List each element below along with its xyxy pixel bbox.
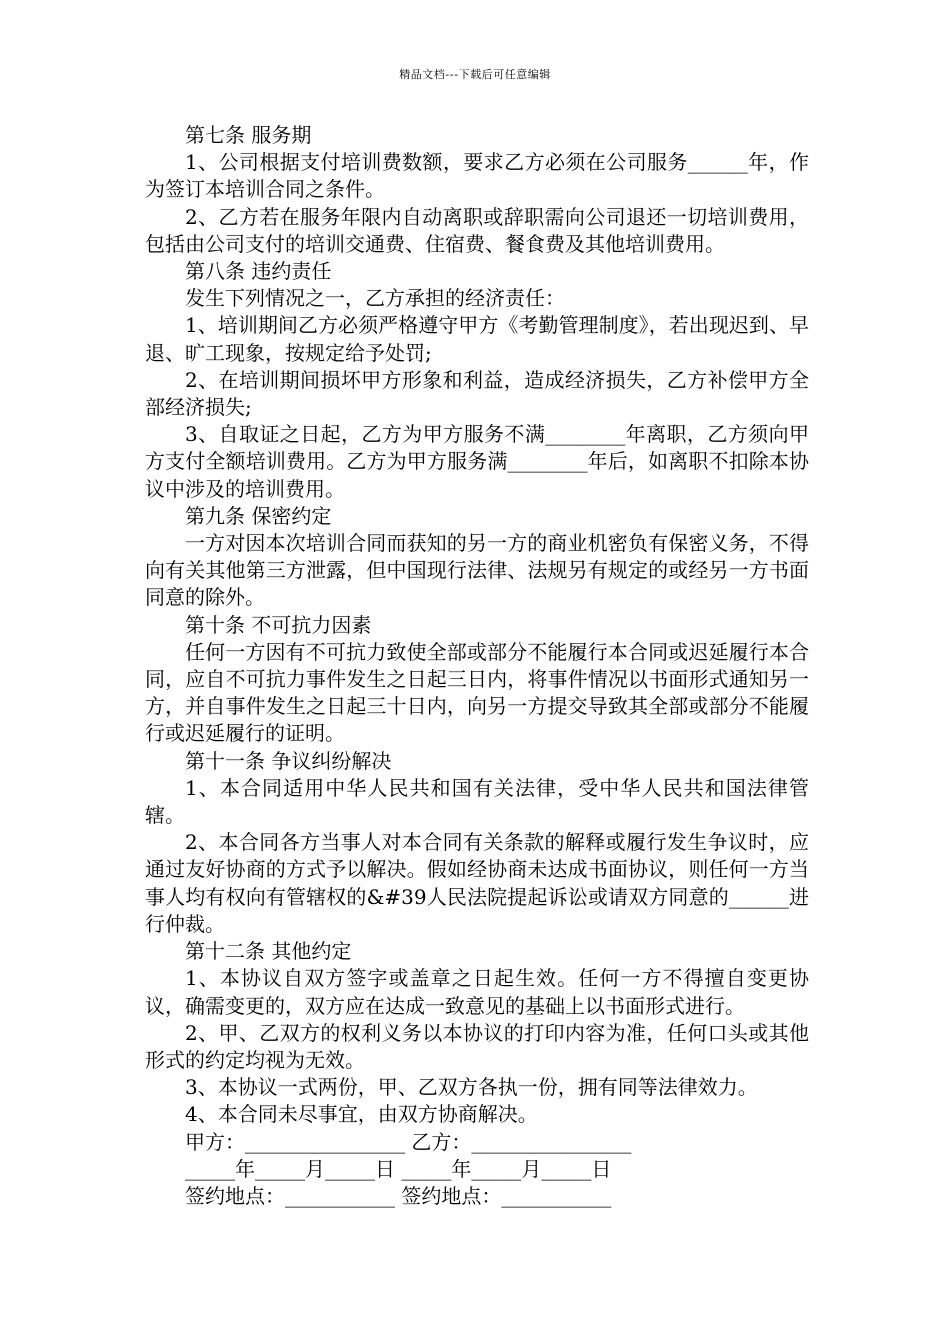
article-8-title: 第八条 违约责任: [185, 259, 332, 284]
article-7-clause-2: 2、乙方若在服务年限内自动离职或辞职需向公司退还一切培训费用，包括由公司支付的培训交通费、住宿费、餐食费及其他培训费用。: [145, 204, 809, 256]
signature-places: 签约地点：___________ 签约地点：___________: [185, 1183, 612, 1208]
article-11-clause-2: 2、本合同各方当事人对本合同有关条款的解释或履行发生争议时，应通过友好协商的方式予以解决。假如经协商未达成书面协议，则任何一方当事人均有权向有管辖权的&#39人民法院提起诉讼或请双方同意的______进行仲裁。: [145, 830, 809, 936]
article-7-title: 第七条 服务期: [185, 123, 312, 147]
article-11-clause-1: 1、本合同适用中华人民共和国有关法律，受中华人民共和国法律管辖。: [145, 775, 809, 828]
article-9-body: 一方对因本次培训合同而获知的另一方的商业机密负有保密义务，不得向有关其他第三方泄露，但中国现行法律、法规另有规定的或经另一方书面同意的除外。: [145, 531, 809, 610]
document-body: [145, 122, 809, 1210]
article-10-body: 任何一方因有不可抗力致使全部或部分不能履行本合同或迟延履行本合同，应自不可抗力事件发生之日起三日内，将事件情况以书面形式通知另一方，并自事件发生之日起三十日内，向另一方提交导致其全部或部分不能履行或迟延履行的证明。: [145, 639, 809, 746]
article-12-title: 第十二条 其他约定: [185, 939, 352, 964]
article-10-title: 第十条 不可抗力因素: [185, 612, 372, 637]
article-8-intro: 发生下列情况之一，乙方承担的经济责任：: [185, 286, 565, 311]
article-8-clause-3: 3、自取证之日起，乙方为甲方服务不满________年离职，乙方须向甲方支付全额培训费用。乙方为甲方服务满________年后，如离职不扣除本协议中涉及的培训费用。: [145, 422, 809, 501]
page-header: 精品文档---下载后可任意编辑: [399, 68, 551, 81]
article-12-clause-2: 2、甲、乙双方的权利义务以本协议的打印内容为准，任何口头或其他形式的约定均视为无效。: [145, 1020, 809, 1072]
article-12-clause-3: 3、本协议一式两份，甲、乙双方各执一份，拥有同等法律效力。: [185, 1075, 758, 1100]
article-12-clause-4: 4、本合同未尽事宜，由双方协商解决。: [185, 1102, 538, 1127]
article-11-title: 第十一条 争议纠纷解决: [185, 748, 392, 773]
signature-dates: _____年_____月_____日 _____年_____月_____日: [185, 1156, 612, 1181]
signature-parties: 甲方：________________ 乙方：________________: [185, 1129, 632, 1154]
article-12-clause-1: 1、本协议自双方签字或盖章之日起生效。任何一方不得擅自变更协议，确需变更的，双方应在达成一致意见的基础上以书面形式进行。: [145, 966, 809, 1018]
article-8-clause-2: 2、在培训期间损坏甲方形象和利益，造成经济损失，乙方补偿甲方全部经济损失;: [145, 367, 809, 420]
article-7-clause-1: 1、公司根据支付培训费数额，要求乙方必须在公司服务______年，作为签订本培训合同之条件。: [145, 150, 809, 202]
article-9-title: 第九条 保密约定: [185, 503, 332, 528]
article-8-clause-1: 1、培训期间乙方必须严格遵守甲方《考勤管理制度》，若出现迟到、早退、旷工现象，按规定给予处罚;: [145, 313, 809, 365]
